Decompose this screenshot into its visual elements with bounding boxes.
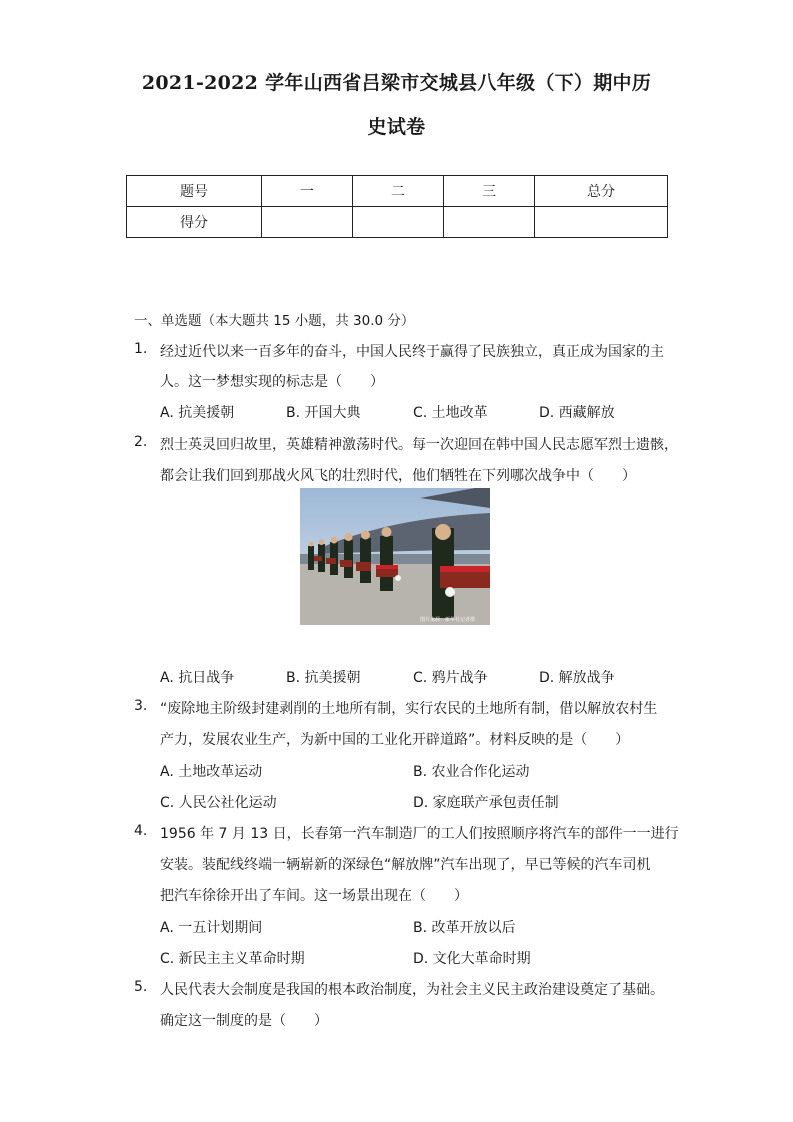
question-1-option-b[interactable]: B. 开国大典: [286, 405, 361, 421]
question-2-line-2: 都会让我们回到那战火风飞的壮烈时代，他们牺牲在下列哪次战争中（ ）: [160, 468, 636, 484]
question-2-option-b[interactable]: B. 抗美援朝: [286, 670, 361, 686]
score-cell-part-3[interactable]: [444, 207, 535, 238]
question-4-option-b[interactable]: B. 改革开放以后: [413, 920, 516, 936]
question-3-option-d[interactable]: D. 家庭联产承包责任制: [413, 795, 559, 811]
exam-title-line2: 史试卷: [367, 116, 426, 138]
section-heading: 一、单选题（本大题共 15 小题，共 30.0 分）: [134, 313, 415, 329]
question-1-option-a[interactable]: A. 抗美援朝: [160, 405, 235, 421]
question-3-line-2: 产力，发展农业生产，为新中国的工业化开辟道路”。材料反映的是（ ）: [160, 732, 630, 748]
question-3-option-a[interactable]: A. 土地改革运动: [160, 764, 263, 780]
question-5-line-1: 人民代表大会制度是我国的根本政治制度，为社会主义民主政治建设奠定了基础。: [160, 982, 664, 998]
question-4-line-2: 安装。装配线终端一辆崭新的深绿色“解放牌”汽车出现了，早已等候的汽车司机: [160, 857, 651, 873]
question-4-line-3: 把汽车徐徐开出了车间。这一场景出现在（ ）: [160, 888, 468, 904]
question-3-number: 3.: [134, 698, 148, 714]
question-4-option-d[interactable]: D. 文化大革命时期: [413, 951, 531, 967]
photo-caption: 图片来源：新华社记者摄: [420, 617, 476, 623]
question-4-option-a[interactable]: A. 一五计划期间: [160, 920, 263, 936]
question-4-line-1: 1956 年 7 月 13 日，长春第一汽车制造厂的工人们按照顺序将汽车的部件一一进行: [160, 826, 679, 842]
score-table-header-row: [127, 176, 668, 207]
question-1-line-2: 人。这一梦想实现的标志是（ ）: [160, 374, 384, 390]
score-header-part-1: 一: [262, 176, 353, 207]
score-header-part-3: 三: [444, 176, 535, 207]
volunteer-remains-photo: [300, 488, 490, 625]
score-header-total: 总分: [535, 176, 668, 207]
question-5-line-2: 确定这一制度的是（ ）: [160, 1013, 328, 1029]
score-cell-part-2[interactable]: [353, 207, 444, 238]
score-table: [126, 175, 668, 238]
question-2-option-d[interactable]: D. 解放战争: [539, 670, 615, 686]
score-row-label: 得分: [127, 207, 262, 238]
question-4-option-c[interactable]: C. 新民主主义革命时期: [160, 951, 305, 967]
question-2-option-a[interactable]: A. 抗日战争: [160, 670, 235, 686]
score-header-question-no: 题号: [127, 176, 262, 207]
question-1-line-1: 经过近代以来一百多年的奋斗，中国人民终于赢得了民族独立，真正成为国家的主: [160, 344, 664, 360]
score-cell-total[interactable]: [535, 207, 668, 238]
question-1-option-d[interactable]: D. 西藏解放: [539, 405, 615, 421]
question-3-option-b[interactable]: B. 农业合作化运动: [413, 764, 530, 780]
question-4-number: 4.: [134, 823, 148, 839]
score-cell-part-1[interactable]: [262, 207, 353, 238]
question-1-option-c[interactable]: C. 土地改革: [413, 405, 488, 421]
question-5-number: 5.: [134, 979, 148, 995]
question-3-line-1: “废除地主阶级封建剥削的土地所有制，实行农民的土地所有制，借以解放农村生: [160, 701, 658, 717]
score-header-part-2: 二: [353, 176, 444, 207]
question-1-number: 1.: [134, 341, 148, 357]
question-2-number: 2.: [134, 434, 148, 450]
question-3-option-c[interactable]: C. 人民公社化运动: [160, 795, 277, 811]
exam-title-line1: 2021-2022 学年山西省吕梁市交城县八年级（下）期中历: [141, 72, 652, 94]
question-2-option-c[interactable]: C. 鸦片战争: [413, 670, 488, 686]
question-2-line-1: 烈士英灵回归故里，英雄精神激荡时代。每一次迎回在韩中国人民志愿军烈士遗骸，: [160, 437, 678, 453]
score-table-score-row: [127, 207, 668, 238]
